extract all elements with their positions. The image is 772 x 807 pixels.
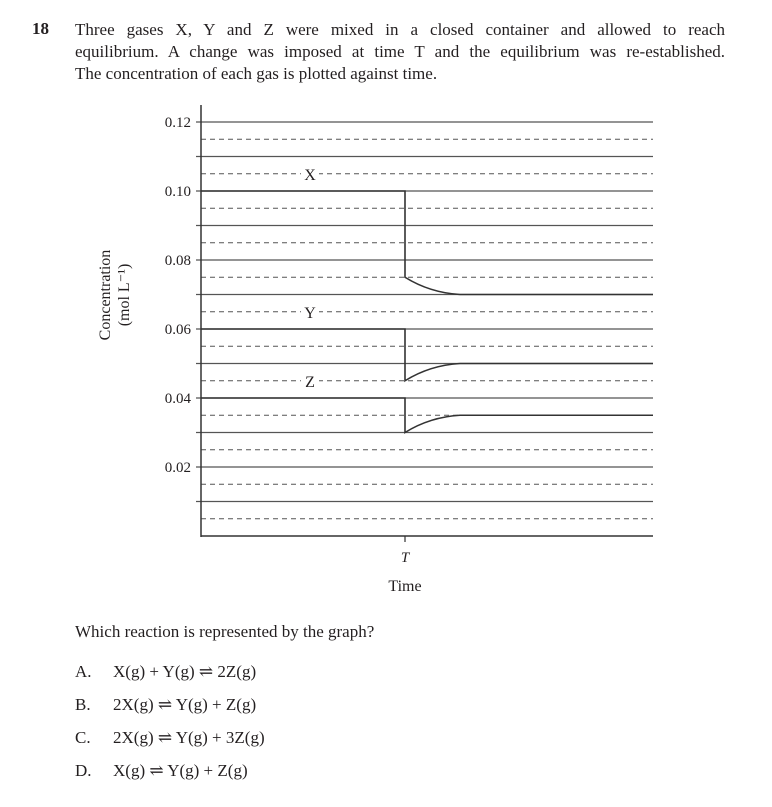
answer-options (75, 662, 265, 794)
option-b-letter: B. (75, 695, 91, 714)
option-c-equation: 2X(g) ⇌ Y(g) + 3Z(g) (113, 728, 265, 747)
series-label-x: X (304, 166, 316, 184)
option-d-equation: X(g) ⇌ Y(g) + Z(g) (113, 761, 248, 780)
option-a[interactable] (75, 662, 265, 695)
option-a-equation: X(g) + Y(g) ⇌ 2Z(g) (113, 662, 257, 681)
option-d[interactable] (75, 761, 265, 794)
x-axis-label: Time (388, 578, 422, 595)
series-label-z: Z (305, 373, 315, 391)
option-c[interactable] (75, 728, 265, 761)
option-d-letter: D. (75, 761, 92, 780)
option-c-letter: C. (75, 728, 91, 747)
y-tick-label: 0.04 (164, 391, 191, 407)
y-tick-label: 0.12 (164, 115, 191, 131)
series-label-y: Y (304, 304, 316, 322)
series-line-y (201, 329, 653, 381)
question-number: 18 (32, 19, 49, 38)
stem-line-1: Three gases X, Y and Z were mixed in a closed container and allowed to reach (75, 20, 725, 39)
y-axis-label-line-2: (mol L⁻¹) (116, 263, 133, 327)
y-tick-label: 0.06 (164, 322, 191, 338)
option-b[interactable] (75, 695, 265, 728)
x-tick-label-T: T (400, 550, 410, 566)
stem-line-3: The concentration of each gas is plotted against time. (75, 64, 438, 83)
option-b-equation: 2X(g) ⇌ Y(g) + Z(g) (113, 695, 257, 714)
stem-line-2-text: equilibrium. A change was imposed at time T and the equilibrium was re-established. (75, 42, 725, 61)
y-tick-label: 0.02 (164, 460, 191, 476)
y-tick-label: 0.08 (164, 253, 191, 269)
y-axis-label-line-1: Concentration (97, 249, 114, 341)
y-tick-label: 0.10 (164, 184, 191, 200)
question-prompt: Which reaction is represented by the graph? (75, 622, 375, 641)
option-a-letter: A. (75, 662, 92, 681)
